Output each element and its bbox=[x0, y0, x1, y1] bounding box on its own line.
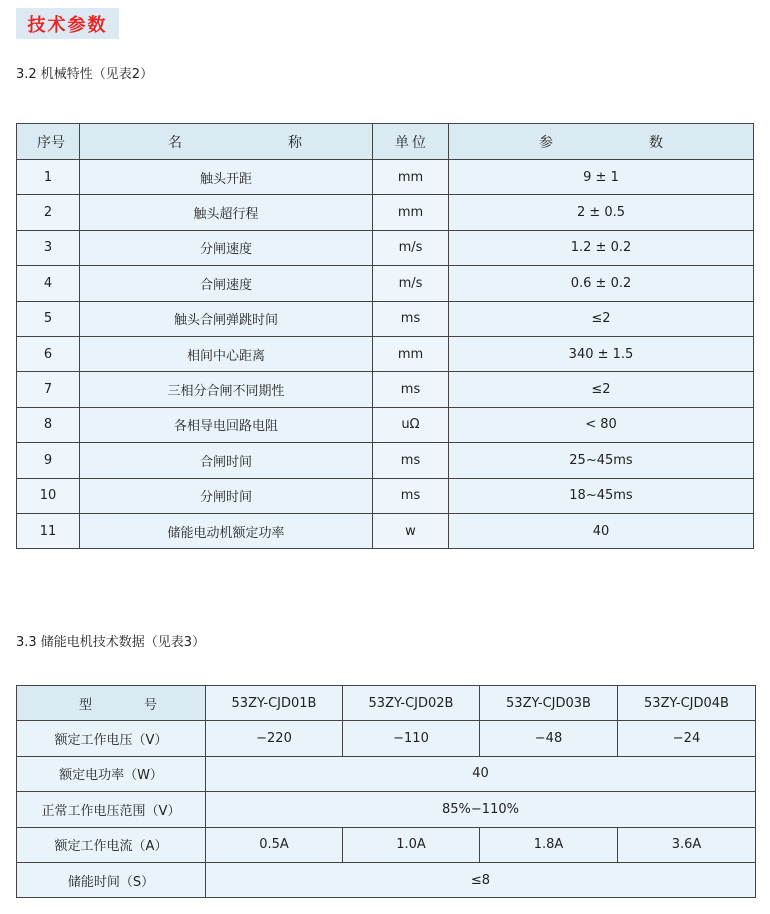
rated-power-label: 额定电功率（W） bbox=[17, 756, 206, 791]
row-no-cell: 11 bbox=[17, 513, 80, 548]
row-no-cell: 3 bbox=[17, 230, 80, 265]
row-no-cell: 5 bbox=[17, 301, 80, 336]
row-name-cell: 储能电动机额定功率 bbox=[80, 513, 373, 548]
row-name-cell: 合闸时间 bbox=[80, 443, 373, 478]
charge-time-row bbox=[17, 862, 756, 897]
model-label: 型 号 bbox=[17, 686, 206, 721]
row-name-cell: 合闸速度 bbox=[80, 266, 373, 301]
row-value-cell: < 80 bbox=[449, 407, 754, 442]
rated-voltage-cell: −48 bbox=[480, 721, 618, 756]
row-unit-cell: m/s bbox=[373, 266, 449, 301]
model-cell: 53ZY-CJD04B bbox=[618, 686, 756, 721]
row-value-cell: 0.6 ± 0.2 bbox=[449, 266, 754, 301]
table-row bbox=[17, 160, 754, 195]
rated-current-row bbox=[17, 827, 756, 862]
row-unit-cell: mm bbox=[373, 160, 449, 195]
row-unit-cell: mm bbox=[373, 336, 449, 371]
row-value-cell: ≤2 bbox=[449, 301, 754, 336]
table-row bbox=[17, 407, 754, 442]
table-row bbox=[17, 478, 754, 513]
voltage-range-value: 85%−110% bbox=[206, 792, 756, 827]
row-value-cell: 9 ± 1 bbox=[449, 160, 754, 195]
row-value-cell: 340 ± 1.5 bbox=[449, 336, 754, 371]
row-name-cell: 各相导电回路电阻 bbox=[80, 407, 373, 442]
table-row bbox=[17, 230, 754, 265]
table-row bbox=[17, 301, 754, 336]
table-row bbox=[17, 372, 754, 407]
row-name-cell: 分闸速度 bbox=[80, 230, 373, 265]
row-unit-cell: mm bbox=[373, 195, 449, 230]
rated-current-cell: 0.5A bbox=[206, 827, 343, 862]
row-value-cell: ≤2 bbox=[449, 372, 754, 407]
page-title: 技术参数 bbox=[16, 8, 119, 39]
row-value-cell: 1.2 ± 0.2 bbox=[449, 230, 754, 265]
rated-power-row bbox=[17, 756, 756, 791]
rated-voltage-cell: −24 bbox=[618, 721, 756, 756]
table-header-row bbox=[17, 124, 754, 160]
row-no-cell: 10 bbox=[17, 478, 80, 513]
row-value-cell: 18~45ms bbox=[449, 478, 754, 513]
section2-caption: 3.3 储能电机技术数据（见表3） bbox=[16, 635, 206, 650]
row-value-cell: 25~45ms bbox=[449, 443, 754, 478]
rated-current-cell: 1.8A bbox=[480, 827, 618, 862]
voltage-range-row bbox=[17, 792, 756, 827]
row-value-cell: 2 ± 0.5 bbox=[449, 195, 754, 230]
row-unit-cell: m/s bbox=[373, 230, 449, 265]
table-row bbox=[17, 266, 754, 301]
rated-voltage-row bbox=[17, 721, 756, 756]
charge-time-label: 储能时间（S） bbox=[17, 862, 206, 897]
row-unit-cell: ms bbox=[373, 301, 449, 336]
row-no-cell: 6 bbox=[17, 336, 80, 371]
row-name-cell: 三相分合闸不同期性 bbox=[80, 372, 373, 407]
row-unit-cell: ms bbox=[373, 478, 449, 513]
mechanical-characteristics-table bbox=[16, 123, 754, 549]
row-name-cell: 分闸时间 bbox=[80, 478, 373, 513]
row-unit-cell: uΩ bbox=[373, 407, 449, 442]
table-row bbox=[17, 195, 754, 230]
section1-caption: 3.2 机械特性（见表2） bbox=[16, 67, 154, 82]
model-cell: 53ZY-CJD01B bbox=[206, 686, 343, 721]
row-value-cell: 40 bbox=[449, 513, 754, 548]
row-name-cell: 相间中心距离 bbox=[80, 336, 373, 371]
row-no-cell: 4 bbox=[17, 266, 80, 301]
rated-current-cell: 1.0A bbox=[343, 827, 480, 862]
row-name-cell: 触头合闸弹跳时间 bbox=[80, 301, 373, 336]
rated-voltage-cell: −220 bbox=[206, 721, 343, 756]
voltage-range-label: 正常工作电压范围（V） bbox=[17, 792, 206, 827]
table-row bbox=[17, 336, 754, 371]
row-unit-cell: w bbox=[373, 513, 449, 548]
header-unit: 单 位 bbox=[373, 124, 449, 160]
row-name-cell: 触头超行程 bbox=[80, 195, 373, 230]
row-no-cell: 7 bbox=[17, 372, 80, 407]
charge-time-value: ≤8 bbox=[206, 862, 756, 897]
model-cell: 53ZY-CJD03B bbox=[480, 686, 618, 721]
model-cell: 53ZY-CJD02B bbox=[343, 686, 480, 721]
row-no-cell: 1 bbox=[17, 160, 80, 195]
header-no: 序 号 bbox=[17, 124, 80, 160]
row-unit-cell: ms bbox=[373, 372, 449, 407]
table-row bbox=[17, 513, 754, 548]
row-no-cell: 9 bbox=[17, 443, 80, 478]
row-name-cell: 触头开距 bbox=[80, 160, 373, 195]
rated-voltage-label: 额定工作电压（V） bbox=[17, 721, 206, 756]
table-row bbox=[17, 443, 754, 478]
rated-current-label: 额定工作电流（A） bbox=[17, 827, 206, 862]
rated-current-cell: 3.6A bbox=[618, 827, 756, 862]
header-name: 名 称 bbox=[80, 124, 373, 160]
motor-data-table bbox=[16, 685, 756, 898]
row-no-cell: 8 bbox=[17, 407, 80, 442]
row-unit-cell: ms bbox=[373, 443, 449, 478]
model-row bbox=[17, 686, 756, 721]
row-no-cell: 2 bbox=[17, 195, 80, 230]
rated-voltage-cell: −110 bbox=[343, 721, 480, 756]
rated-power-value: 40 bbox=[206, 756, 756, 791]
header-param: 参 数 bbox=[449, 124, 754, 160]
